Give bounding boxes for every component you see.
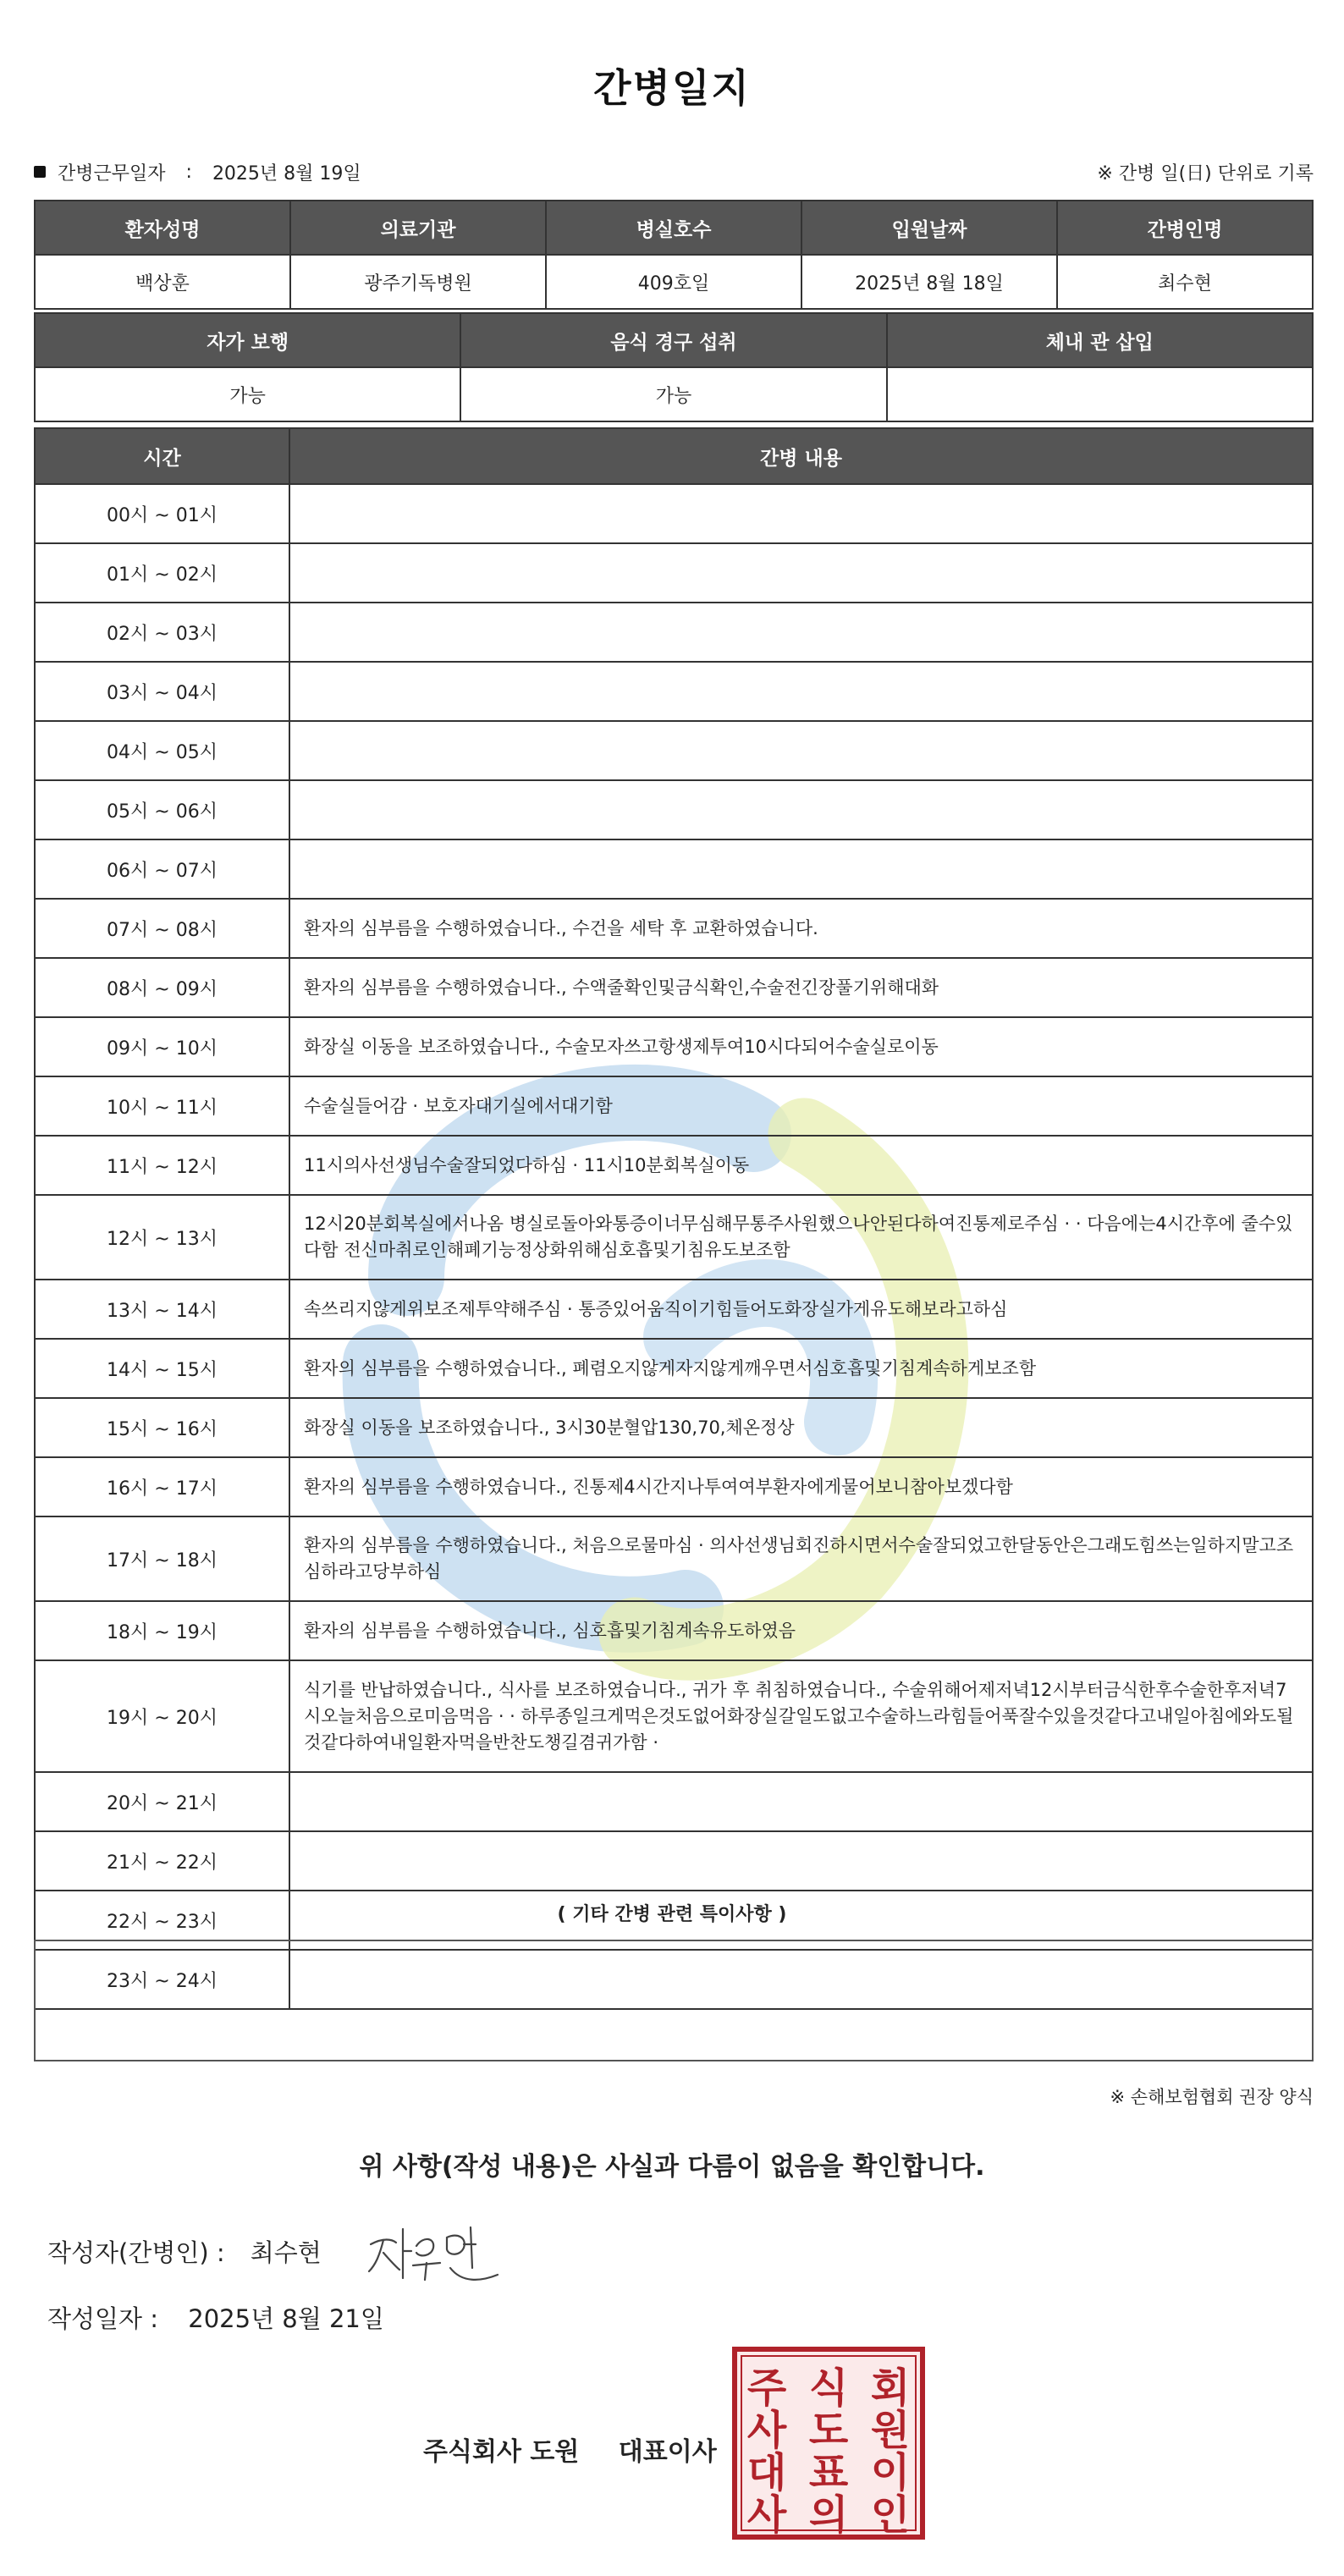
bullet-square-icon (34, 166, 46, 178)
written-date-label: 작성일자 : (47, 2304, 159, 2333)
table-row (35, 662, 1313, 721)
time-slot-cell: 19시 ~ 20시 (35, 1660, 289, 1772)
table-row (35, 1136, 1313, 1195)
abilities-value-row (35, 367, 1313, 421)
written-date-value: 2025년 8월 21일 (188, 2304, 384, 2333)
company-seal-stamp (731, 2346, 926, 2540)
care-content-cell: 환자의 심부름을 수행하였습니다., 진통제4시간지나투여여부환자에게물어보니참아보겠다함 (289, 1457, 1313, 1516)
care-content-cell: 화장실 이동을 보조하였습니다., 3시30분혈압130,70,체온정상 (289, 1398, 1313, 1457)
room-value: 409호일 (546, 255, 801, 309)
table-row (35, 1195, 1313, 1280)
header-hospital: 의료기관 (290, 201, 546, 255)
abilities-table (34, 312, 1314, 422)
table-row (35, 1660, 1313, 1772)
table-row (35, 484, 1313, 543)
time-slot-cell: 20시 ~ 21시 (35, 1772, 289, 1831)
company-signature-line (423, 2430, 717, 2468)
seal-character: 인 (870, 2491, 911, 2539)
table-row (35, 958, 1313, 1017)
care-content-cell: 환자의 심부름을 수행하였습니다., 처음으로물마심 · 의사선생님회진하시면서수술잘되었고한달동안은그래도힘쓰는일하지말고조심하라고당부하심 (289, 1516, 1313, 1601)
table-row (35, 1601, 1313, 1660)
unit-note: ※ 간병 일(日) 단위로 기록 (1097, 162, 1314, 184)
author-label: 작성자(간병인) : (47, 2238, 225, 2267)
table-row (35, 1339, 1313, 1398)
time-slot-cell: 12시 ~ 13시 (35, 1195, 289, 1280)
table-row (35, 839, 1313, 899)
care-log-body (35, 484, 1313, 2009)
time-slot-cell: 02시 ~ 03시 (35, 603, 289, 662)
seal-character: 도 (808, 2407, 849, 2454)
time-slot-cell: 11시 ~ 12시 (35, 1136, 289, 1195)
handwritten-signature (362, 2219, 506, 2287)
care-content-cell (289, 839, 1313, 899)
work-date-row (34, 157, 1314, 186)
patient-info-value-row (35, 255, 1313, 309)
time-slot-cell: 00시 ~ 01시 (35, 484, 289, 543)
table-row (35, 1831, 1313, 1891)
care-content-cell: 환자의 심부름을 수행하였습니다., 수액줄확인및금식확인,수술전긴장풀기위해대화 (289, 958, 1313, 1017)
work-date-value: 2025년 8월 19일 (212, 162, 361, 184)
care-content-cell (289, 662, 1313, 721)
seal-character: 사 (746, 2407, 787, 2454)
time-slot-cell: 01시 ~ 02시 (35, 543, 289, 603)
header-care-content: 간병 내용 (289, 428, 1313, 484)
care-content-cell: 환자의 심부름을 수행하였습니다., 수건을 세탁 후 교환하였습니다. (289, 899, 1313, 958)
table-row (35, 603, 1313, 662)
time-slot-cell: 06시 ~ 07시 (35, 839, 289, 899)
time-slot-cell: 10시 ~ 11시 (35, 1076, 289, 1136)
table-row (35, 721, 1313, 780)
time-slot-cell: 18시 ~ 19시 (35, 1601, 289, 1660)
time-slot-cell: 08시 ~ 09시 (35, 958, 289, 1017)
written-date-row (47, 2300, 384, 2335)
table-row (35, 543, 1313, 603)
time-slot-cell: 14시 ~ 15시 (35, 1339, 289, 1398)
seal-character: 주 (746, 2364, 787, 2412)
header-room: 병실호수 (546, 201, 801, 255)
care-content-cell (289, 603, 1313, 662)
patient-info-table (34, 200, 1314, 310)
header-caregiver-name: 간병인명 (1057, 201, 1313, 255)
seal-character: 의 (808, 2491, 849, 2539)
time-slot-cell: 23시 ~ 24시 (35, 1950, 289, 2009)
patient-info-header-row (35, 201, 1313, 255)
self-walking-value: 가능 (35, 367, 460, 421)
caregiver-name-value: 최수현 (1057, 255, 1313, 309)
table-row (35, 1017, 1313, 1076)
work-date-group (34, 159, 361, 185)
header-time: 시간 (35, 428, 289, 484)
table-row (35, 1280, 1313, 1339)
table-row (35, 899, 1313, 958)
time-slot-cell: 13시 ~ 14시 (35, 1280, 289, 1339)
care-content-cell: 화장실 이동을 보조하였습니다., 수술모자쓰고항생제투여10시다되어수술실로이동 (289, 1017, 1313, 1076)
work-date-label: 간병근무일자 (58, 162, 166, 184)
remarks-box (34, 1940, 1314, 2061)
care-content-cell: 환자의 심부름을 수행하였습니다., 심호흡및기침계속유도하였음 (289, 1601, 1313, 1660)
time-slot-cell: 22시 ~ 23시 (35, 1891, 289, 1950)
time-slot-cell: 05시 ~ 06시 (35, 780, 289, 839)
header-self-walking: 자가 보행 (35, 313, 460, 367)
author-row (47, 2234, 322, 2269)
seal-character: 대 (746, 2449, 787, 2496)
time-slot-cell: 04시 ~ 05시 (35, 721, 289, 780)
time-slot-cell: 16시 ~ 17시 (35, 1457, 289, 1516)
care-content-cell (289, 721, 1313, 780)
header-patient-name: 환자성명 (35, 201, 290, 255)
care-content-cell: 속쓰리지않게위보조제투약해주심 · 통증있어움직이기힘들어도화장실가게유도해보라고하심 (289, 1280, 1313, 1339)
seal-character: 사 (746, 2491, 787, 2539)
table-row (35, 1772, 1313, 1831)
time-slot-cell: 17시 ~ 18시 (35, 1516, 289, 1601)
time-slot-cell: 09시 ~ 10시 (35, 1017, 289, 1076)
seal-character: 회 (870, 2364, 911, 2412)
table-row (35, 1457, 1313, 1516)
care-log-table (34, 427, 1314, 2010)
care-content-cell: 환자의 심부름을 수행하였습니다., 폐렴오지않게자지않게깨우면서심호흡및기침계속하게보조함 (289, 1339, 1313, 1398)
tube-insertion-value (887, 367, 1313, 421)
header-oral-intake: 음식 경구 섭취 (460, 313, 886, 367)
seal-character: 식 (808, 2364, 849, 2412)
table-row (35, 780, 1313, 839)
time-slot-cell: 03시 ~ 04시 (35, 662, 289, 721)
care-content-cell: 12시20분회복실에서나옴 병실로돌아와통증이너무심해무통주사원했으나안된다하여진통제로주심 · · 다음에는4시간후에 줄수있다함 전신마취로인해폐기능정상화위해심호흡및기침유도보조함 (289, 1195, 1313, 1280)
remarks-title: ( 기타 간병 관련 특이사항 ) (557, 1904, 787, 1925)
header-admission-date: 입원날짜 (801, 201, 1057, 255)
confirmation-statement: 위 사항(작성 내용)은 사실과 다름이 없음을 확인합니다. (359, 2152, 985, 2182)
seal-character: 표 (808, 2449, 849, 2496)
care-content-cell: 식기를 반납하였습니다., 식사를 보조하였습니다., 귀가 후 취침하였습니다., 수술위해어제저녁12시부터금식한후수술한후저녁7시오늘처음으로미음먹음 · · 하루종일크게먹은것도없어화장실갈일도없고수술하느라힘들어푹잘수있을것같다고내일아침에와도될것같다하여내일환자먹을반찬도챙길겸귀가함 · (289, 1660, 1313, 1772)
care-content-cell (289, 543, 1313, 603)
care-content-cell (289, 1831, 1313, 1891)
table-row (35, 1076, 1313, 1136)
standard-form-note: ※ 손해보험협회 권장 양식 (1110, 2087, 1314, 2107)
table-row (35, 1516, 1313, 1601)
care-content-cell (289, 484, 1313, 543)
work-date-separator: : (185, 161, 192, 183)
admission-date-value: 2025년 8월 18일 (801, 255, 1057, 309)
company-name: 주식회사 도원 (423, 2437, 580, 2467)
company-representative: 대표이사 (618, 2437, 717, 2467)
seal-character: 원 (870, 2407, 911, 2454)
care-content-cell (289, 1772, 1313, 1831)
oral-intake-value: 가능 (460, 367, 886, 421)
care-content-cell: 11시의사선생님수술잘되었다하심 · 11시10분회복실이동 (289, 1136, 1313, 1195)
patient-name-value: 백상훈 (35, 255, 290, 309)
hospital-value: 광주기독병원 (290, 255, 546, 309)
time-slot-cell: 15시 ~ 16시 (35, 1398, 289, 1457)
time-slot-cell: 07시 ~ 08시 (35, 899, 289, 958)
care-log-header-row (35, 428, 1313, 484)
seal-character: 이 (870, 2449, 911, 2496)
abilities-header-row (35, 313, 1313, 367)
page-title: 간병일지 (593, 65, 751, 111)
care-content-cell: 수술실들어감 · 보호자대기실에서대기함 (289, 1076, 1313, 1136)
header-tube-insertion: 체내 관 삽입 (887, 313, 1313, 367)
time-slot-cell: 21시 ~ 22시 (35, 1831, 289, 1891)
table-row (35, 1398, 1313, 1457)
author-name: 최수현 (250, 2238, 322, 2267)
care-content-cell (289, 780, 1313, 839)
